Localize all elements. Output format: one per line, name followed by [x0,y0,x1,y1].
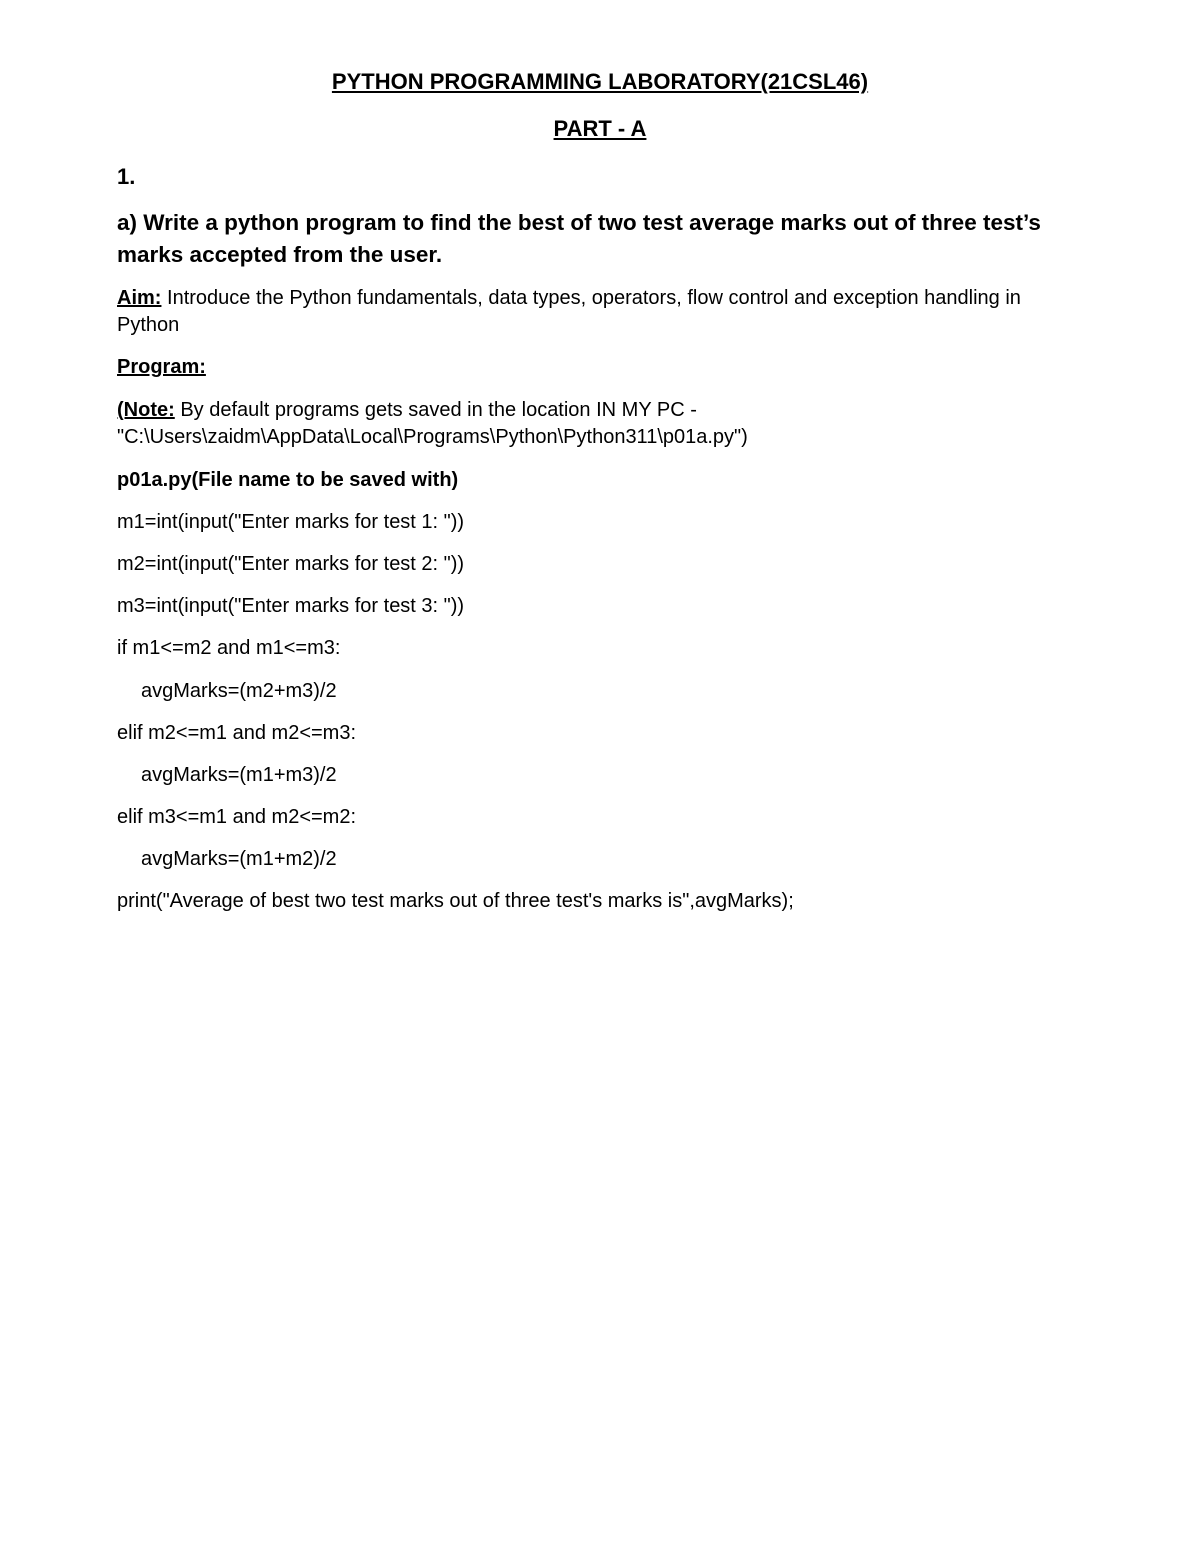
part-heading: PART - A [553,116,647,141]
document-title: PYTHON PROGRAMMING LABORATORY(21CSL46) [331,69,869,94]
code-line: avgMarks=(m2+m3)/2 [141,680,337,702]
code-line: elif m3<=m1 and m2<=m2: [117,806,357,828]
aim-label: Aim: [117,287,162,309]
code-line: avgMarks=(m1+m3)/2 [141,764,337,786]
code-line: m3=int(input("Enter marks for test 3: ")) [117,595,465,617]
code-line: if m1<=m2 and m1<=m3: [117,637,341,659]
aim-text: Introduce the Python fundamentals, data types, operators, flow control and exception handling in Python [117,287,1021,336]
question-text: a) Write a python program to find the best of two test average marks out of three test’s marks accepted from the user. [117,210,1041,267]
question-number: 1. [117,164,136,189]
code-line: print("Average of best two test marks out of three test's marks is",avgMarks); [117,890,794,912]
note-path: "C:\Users\zaidm\AppData\Local\Programs\Python\Python311\p01a.py") [117,426,748,448]
code-line: elif m2<=m1 and m2<=m3: [117,722,357,744]
note-paragraph [117,397,1077,451]
code-line: m1=int(input("Enter marks for test 1: ")) [117,511,465,533]
file-name-label: p01a.py(File name to be saved with) [117,469,459,491]
program-label: Program: [117,356,206,378]
note-label: (Note: [117,399,175,421]
code-line: avgMarks=(m1+m2)/2 [141,848,337,870]
aim-paragraph [117,285,1077,339]
note-text: By default programs gets saved in the location IN MY PC - [174,399,697,421]
code-line: m2=int(input("Enter marks for test 2: ")) [117,553,465,575]
